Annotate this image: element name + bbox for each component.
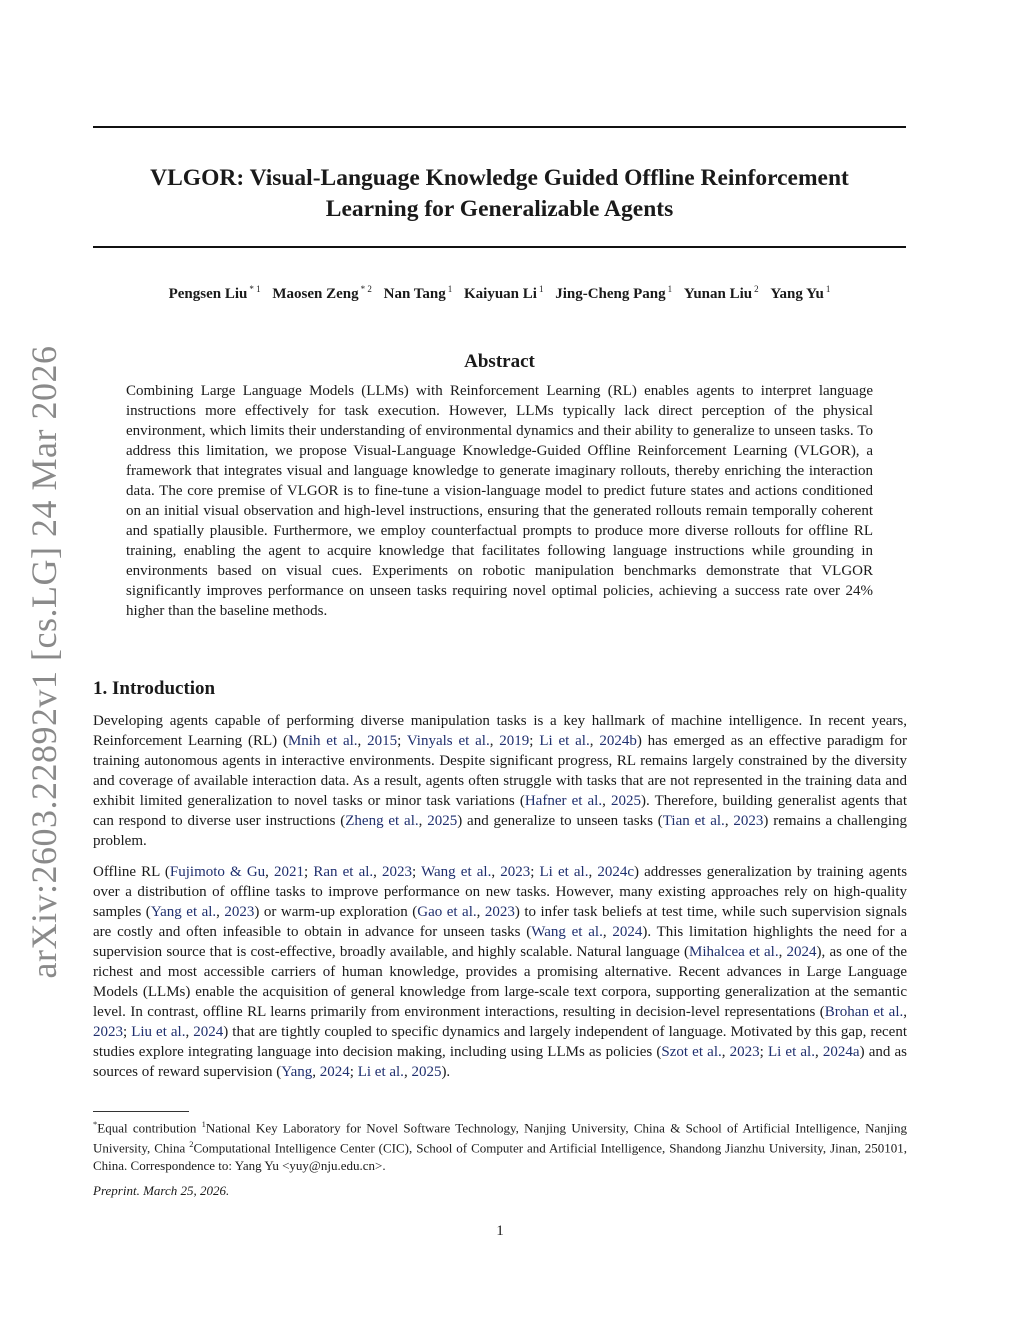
- citation-link[interactable]: 2021: [274, 864, 305, 880]
- citation-link[interactable]: 2023: [733, 813, 764, 829]
- citation-link[interactable]: 2024: [612, 924, 643, 940]
- citation-link[interactable]: Wang et al.: [531, 924, 603, 940]
- author: Yang Yu $^1$: [770, 284, 831, 302]
- preprint-date: Preprint. March 25, 2026.: [93, 1183, 230, 1198]
- author-list: [93, 284, 906, 303]
- citation-link[interactable]: 2024: [319, 1064, 350, 1080]
- citation-link[interactable]: Mnih et al.: [287, 733, 358, 749]
- citation-link[interactable]: 2024: [193, 1024, 224, 1040]
- citation-link[interactable]: 2023: [729, 1044, 760, 1060]
- citation-link[interactable]: 2025: [427, 813, 458, 829]
- affiliations-footnote: *Equal contribution $^1$National Key Laboratory for Novel Software Technology, Nanjing University, China & School of Artificial Intelligence, Nanjing University, China $^2$Computational Intelligence Center (CIC), School of Computer and Artificial Intelligence, Shandong Jianzhu University, Jinan, 250101, China. Correspondence to: Yang Yu <yuy@nju.edu.cn>.: [93, 1119, 907, 1173]
- citation-link[interactable]: Vinyals et al.: [406, 733, 490, 749]
- citation-link[interactable]: 2019: [499, 733, 530, 749]
- citation-link[interactable]: Mihalcea et al.: [689, 944, 779, 960]
- footnote-rule: [93, 1111, 189, 1112]
- paper-title: [93, 163, 906, 225]
- citation-link[interactable]: Gao et al.: [417, 904, 477, 920]
- arxiv-identifier-stamp: arXiv:2603.22892v1 [cs.LG] 24 Mar 2026: [24, 345, 64, 979]
- citation-link[interactable]: Liu et al.: [131, 1024, 186, 1040]
- citation-link[interactable]: Yang et al.: [150, 904, 217, 920]
- citation-link[interactable]: Ran et al.: [313, 864, 374, 880]
- citation-link[interactable]: 2023: [500, 864, 531, 880]
- title-line-2: Learning for Generalizable Agents: [325, 196, 674, 222]
- citation-link[interactable]: Zheng et al.: [345, 813, 419, 829]
- citation-link[interactable]: 2023: [93, 1024, 123, 1040]
- citation-link[interactable]: 2025: [610, 793, 641, 809]
- citation-link[interactable]: 2025: [411, 1064, 442, 1080]
- author: Nan Tang $^1$: [383, 284, 453, 302]
- citation-link[interactable]: 2024: [786, 944, 817, 960]
- citation-link[interactable]: Li et al.: [539, 733, 590, 749]
- citation-link[interactable]: Li et al.: [767, 1044, 815, 1060]
- title-line-1: VLGOR: Visual-Language Knowledge Guided Offline Reinforcement: [150, 165, 849, 191]
- author: Jing-Cheng Pang $^1$: [555, 284, 673, 302]
- citation-link[interactable]: 2024c: [597, 864, 635, 880]
- citation-link[interactable]: Li et al.: [357, 1064, 404, 1080]
- citation-link[interactable]: 2023: [224, 904, 255, 920]
- citation-link[interactable]: 2024b: [599, 733, 637, 749]
- citation-link[interactable]: 2024a: [822, 1044, 860, 1060]
- citation-link[interactable]: Li et al.: [539, 864, 589, 880]
- citation-link[interactable]: Hafner et al.: [524, 793, 603, 809]
- page-number: 1: [496, 1223, 504, 1239]
- citation-link[interactable]: 2023: [382, 864, 413, 880]
- author: Kaiyuan Li $^1$: [463, 284, 544, 302]
- section-heading-introduction: 1. Introduction: [93, 678, 216, 699]
- citation-link[interactable]: Szot et al.: [661, 1044, 722, 1060]
- citation-link[interactable]: Tian et al.: [662, 813, 725, 829]
- author: Maosen Zeng $^{* 2}$: [272, 284, 372, 302]
- author: Pengsen Liu $^{* 1}$: [168, 284, 261, 302]
- abstract-text: Combining Large Language Models (LLMs) with Reinforcement Learning (RL) enables agents to interpret language instructions more effectively for task execution. However, LLMs typically lack direct perception of the physical environment, which limits their understanding of environmental dynamics and their ability to generalize to unseen tasks. To address this limitation, we propose Visual-Language Knowledge-Guided Offline Reinforcement Learning (VLGOR), a framework that integrates visual and language knowledge to generate imaginary rollouts, thereby enriching the interaction data. The core premise of VLGOR is to fine-tune a vision-language model to predict future states and actions conditioned on an initial visual observation and high-level instructions, ensuring that the generated rollouts remain temporally coherent and spatially plausible. Furthermore, we employ counterfactual prompts to produce more diverse rollouts for offline RL training, enabling the agent to acquire knowledge that facilitates following language instructions while grounding in environments based on visual cues. Experiments on robotic manipulation benchmarks demonstrate that VLGOR significantly improves performance on unseen tasks requiring novel optimal policies, achieving a success rate over 24% higher than the baseline methods.: [126, 383, 873, 619]
- citation-link[interactable]: 2023: [484, 904, 515, 920]
- citation-link[interactable]: Wang et al.: [421, 864, 492, 880]
- title-top-rule: [93, 126, 906, 128]
- citation-link[interactable]: Yang: [281, 1064, 313, 1080]
- intro-paragraph-1: Developing agents capable of performing diverse manipulation tasks is a key hallmark of machine intelligence. In recent years, Reinforcement Learning (RL) (Mnih et al., 2015; Vinyals et al., 2019; Li et al., 2024b) has emerged as an effective paradigm for training autonomous agents in interactive environments. Despite significant progress, RL remains largely constrained by the diversity and coverage of available interaction data. As a result, agents often struggle with tasks that are not represented in the training data and exhibit limited generalization to novel tasks or minor task variations (Hafner et al., 2025). Therefore, building generalist agents that can respond to diverse user instructions (Zheng et al., 2025) and generalize to unseen tasks (Tian et al., 2023) remains a challenging problem.: [93, 713, 908, 849]
- citation-link[interactable]: Brohan et al.: [824, 1004, 904, 1020]
- abstract-heading: Abstract: [464, 351, 535, 372]
- title-bottom-rule: [93, 246, 906, 248]
- citation-link[interactable]: Fujimoto & Gu: [169, 864, 266, 880]
- intro-paragraph-2: Offline RL (Fujimoto & Gu, 2021; Ran et al., 2023; Wang et al., 2023; Li et al., 2024c) addresses generalization by training agents over a distribution of offline tasks to improve performance on new tasks. However, many existing approaches rely on high-quality samples (Yang et al., 2023) or warm-up exploration (Gao et al., 2023) to infer task beliefs at test time, while such supervision signals are costly and often infeasible to obtain in advance for unseen tasks (Wang et al., 2024). This limitation highlights the need for a supervision source that is cost-effective, broadly available, and highly scalable. Natural language (Mihalcea et al., 2024), as one of the richest and most accessible carriers of human knowledge, provides a promising alternative. Recent advances in Large Language Models (LLMs) enable the acquisition of general knowledge from large-scale text corpora, supporting generalization at the semantic level. In contrast, offline RL learns primarily from environment interactions, resulting in decision-level representations (Brohan et al., 2023; Liu et al., 2024) that are tightly coupled to specific dynamics and largely independent of language. Motivated by this gap, recent studies explore integrating language into decision making, including using LLMs as policies (Szot et al., 2023; Li et al., 2024a) and as sources of reward supervision (Yang, 2024; Li et al., 2025).: [93, 864, 908, 1080]
- citation-link[interactable]: 2015: [367, 733, 398, 749]
- author: Yunan Liu $^2$: [683, 284, 759, 302]
